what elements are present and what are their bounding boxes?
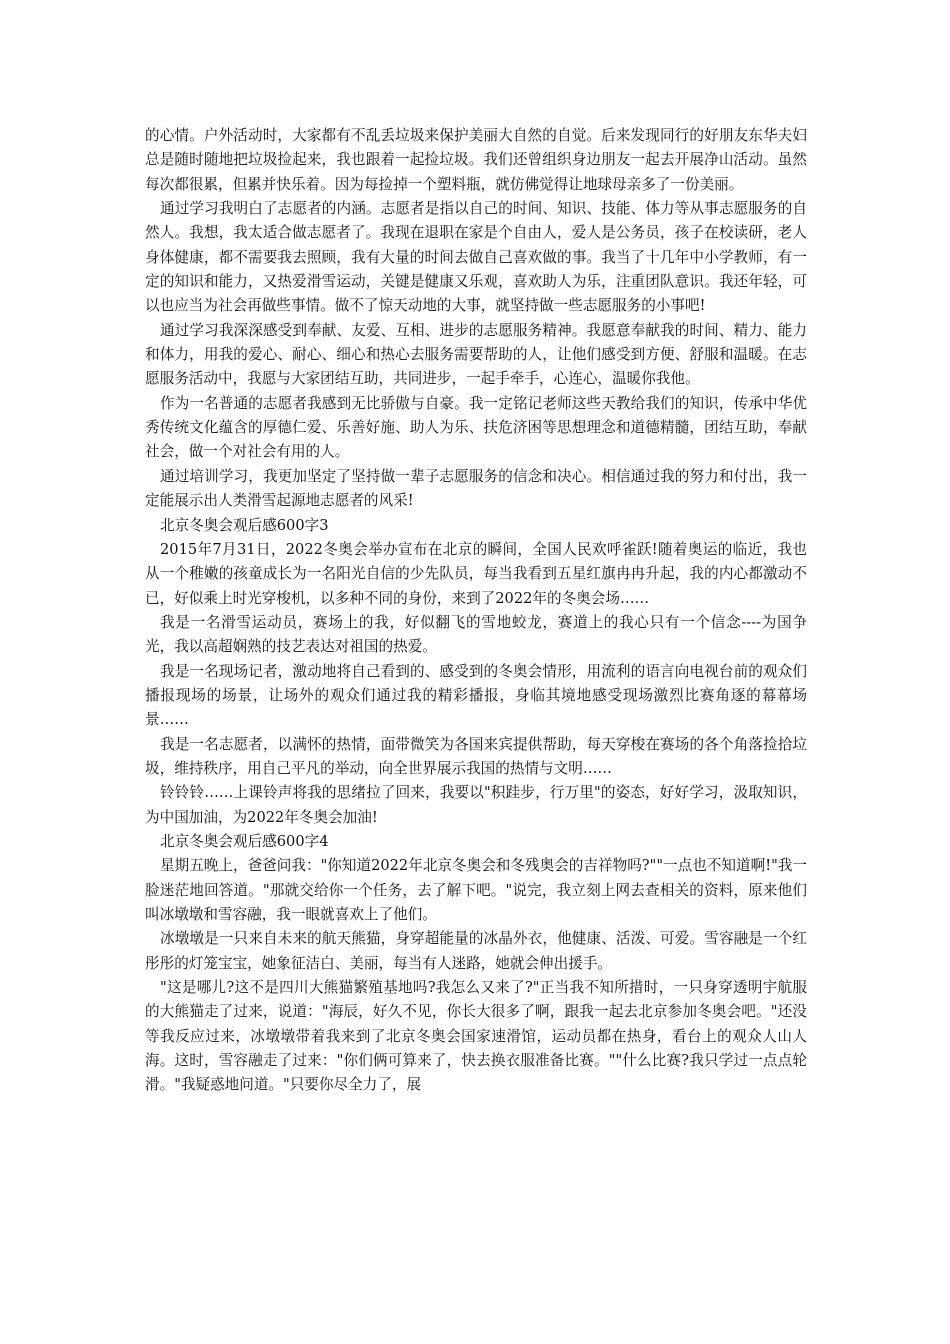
paragraph: 通过培训学习，我更加坚定了坚持做一辈子志愿服务的信念和决心。相信通过我的努力和付出，我一定能展示出人类滑雪起源地志愿者的风采! — [145, 467, 807, 510]
paragraph: 铃铃铃……上课铃声将我的思绪拉了回来，我要以"积跬步，行万里"的姿态，好好学习，汲取知识，为中国加油，为2022年冬奥会加油! — [145, 784, 807, 826]
section-heading: 北京冬奥会观后感600字4 — [160, 832, 329, 850]
paragraph: 冰墩墩是一只来自未来的航天熊猫，身穿超能量的冰晶外衣，他健康、活泼、可爱。雪容融是一个红彤彤的灯笼宝宝，她象征洁白、美丽，每当有人迷路，她就会伸出援手。 — [145, 930, 807, 972]
paragraph: 2015年7月31日，2022冬奥会举办宣布在北京的瞬间，全国人民欢呼雀跃!随着奥运的临近，我也从一个稚嫩的孩童成长为一名阳光自信的少先队员，每当我看到五星红旗冉冉升起，我的内心都激动不已，好似乘上时光穿梭机，以多种不同的身份，来到了2022年的冬奥会场…… — [145, 540, 807, 607]
paragraph: 通过学习我明白了志愿者的内涵。志愿者是指以自己的时间、知识、技能、体力等从事志愿服务的自然人。我想，我太适合做志愿者了。我现在退职在家是个自由人，爱人是公务员，孩子在校读研，老人身体健康，都不需要我去照顾，我有大量的时间去做自己喜欢做的事。我当了十几年中小学教师，有一定的知识和能力，又热爱滑雪运动，关键是健康又乐观，喜欢助人为乐，注重团队意识。我还年轻，可以也应当为社会再做些事情。做不了惊天动地的大事，就坚持做一些志愿服务的小事吧! — [145, 200, 807, 315]
document-page — [145, 124, 807, 1098]
section-heading: 北京冬奥会观后感600字3 — [160, 516, 329, 534]
paragraph: "这是哪儿?这不是四川大熊猫繁殖基地吗?我怎么又来了?"正当我不知所措时，一只身穿透明宇航服的大熊猫走了过来，说道："海辰，好久不见，你长大很多了啊，跟我一起去北京参加冬奥会吧。"还没等我反应过来，冰墩墩带着我来到了北京冬奥会国家速滑馆，运动员都在热身，看台上的观众人山人海。这时，雪容融走了过来："你们俩可算来了，快去换衣服准备比赛。""什么比赛?我只学过一点点轮滑。"我疑惑地问道。"只要你尽全力了，展 — [145, 979, 807, 1094]
paragraph: 我是一名现场记者，激动地将自己看到的、感受到的冬奥会情形，用流利的语言向电视台前的观众们播报现场的场景，让场外的观众们通过我的精彩播报，身临其境地感受现场激烈比赛角逐的幕幕场景…… — [145, 662, 807, 729]
paragraph: 我是一名志愿者，以满怀的热情，面带微笑为各国来宾提供帮助，每天穿梭在赛场的各个角落捡拾垃圾，维持秩序，用自己平凡的举动，向全世界展示我国的热情与文明…… — [145, 735, 807, 777]
paragraph: 作为一名普通的志愿者我感到无比骄傲与自豪。我一定铭记老师这些天教给我们的知识，传承中华优秀传统文化蕴含的厚德仁爱、乐善好施、助人为乐、扶危济困等思想理念和道德精髓，团结互助，奉献社会，做一个对社会有用的人。 — [145, 394, 807, 461]
paragraph: 星期五晚上，爸爸问我："你知道2022年北京冬奥会和冬残奥会的吉祥物吗?""一点也不知道啊!"我一脸迷茫地回答道。"那就交给你一个任务，去了解下吧。"说完，我立刻上网去查相关的资料，原来他们叫冰墩墩和雪容融，我一眼就喜欢上了他们。 — [145, 857, 807, 923]
paragraph: 通过学习我深深感受到奉献、友爱、互相、进步的志愿服务精神。我愿意奉献我的时间、精力、能力和体力，用我的爱心、耐心、细心和热心去服务需要帮助的人，让他们感受到方便、舒服和温暖。在志愿服务活动中，我愿与大家团结互助，共同进步，一起手牵手，心连心，温暖你我他。 — [145, 321, 807, 388]
paragraph: 我是一名滑雪运动员，赛场上的我，好似翻飞的雪地蛟龙，赛道上的我心只有一个信念----为国争光，我以高超娴熟的技艺表达对祖国的热爱。 — [145, 613, 807, 656]
paragraph: 的心情。户外活动时，大家都有不乱丢垃圾来保护美丽大自然的自觉。后来发现同行的好朋友东华夫妇总是随时随地把垃圾捡起来，我也跟着一起捡垃圾。我们还曾组织身边朋友一起去开展净山活动。虽然每次都很累，但累并快乐着。因为每捡掉一个塑料瓶，就仿佛觉得让地球母亲多了一份美丽。 — [145, 127, 807, 193]
